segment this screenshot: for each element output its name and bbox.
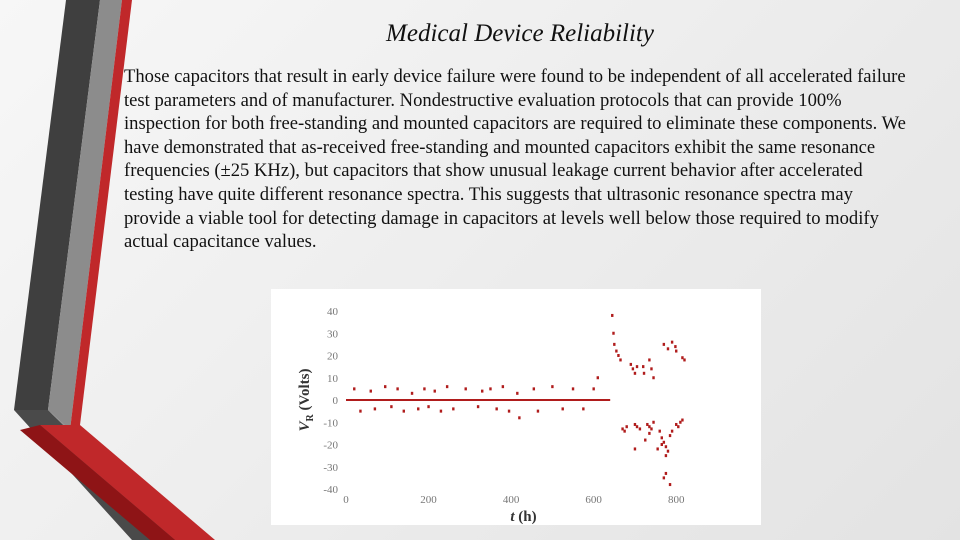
data-point [396,387,398,390]
data-point [675,350,677,353]
data-point [663,441,665,444]
data-point [642,365,644,368]
data-point [669,434,671,437]
slide-title: Medical Device Reliability [386,20,654,47]
data-point [440,410,442,413]
data-point [652,421,654,424]
data-point [681,419,683,422]
y-tick-label: -30 [323,461,338,474]
data-point [644,439,646,442]
chart-container [271,289,761,525]
y-axis-label: $V_R$ (Volts) [297,368,316,432]
data-point [671,341,673,344]
data-point [623,430,625,433]
y-tick-label: 30 [327,328,338,341]
y-tick-label: 10 [327,372,338,385]
data-point [353,387,355,390]
data-point [537,410,539,413]
data-point [502,385,504,388]
data-point [508,410,510,413]
data-point [671,430,673,433]
data-point [675,423,677,426]
data-point [669,483,671,486]
data-point [643,372,645,375]
x-tick-label: 0 [343,494,349,506]
data-point [533,387,535,390]
y-tick-label: -10 [323,417,338,430]
data-point [667,450,669,453]
data-point [677,425,679,428]
data-point [636,365,638,368]
data-point [481,390,483,393]
data-point [613,343,615,346]
data-point [597,376,599,379]
data-point [667,347,669,350]
data-point [374,407,376,410]
data-point [617,354,619,357]
slide-body-text: Those capacitors that result in early device failure were found to be independent of all accelerated failure test parameters and of manufacturer. Nondestructive evaluation protocols that can provide 100% inspection for both free-standing and mounted capacitors are required to eliminate these components. We have demonstrated that as-received free-standing and mounted capacitors exhibit the same resonance frequencies (±25 KHz), but capacitors that show unusual leakage current behavior after accelerated testing have quite different resonance spectra. This suggests that ultrasonic resonance spectra may provide a viable tool for detecting damage in capacitors at levels well below those required to modify actual capacitance values. [124,66,906,253]
y-tick-label: -40 [323,484,338,496]
data-point [663,343,665,346]
data-point [663,476,665,479]
data-point [634,372,636,375]
data-point [446,385,448,388]
data-point [489,387,491,390]
x-tick-label: 200 [420,494,437,506]
y-tick-label: 20 [327,350,338,363]
data-point [592,387,594,390]
data-point [648,358,650,361]
data-point [495,407,497,410]
y-tick-label: -20 [323,439,338,452]
data-point [403,410,405,413]
data-point [650,427,652,430]
data-point [370,390,372,393]
data-point [652,376,654,379]
data-point [452,407,454,410]
data-point [679,421,681,424]
data-point [518,416,520,419]
data-point [674,345,676,348]
data-point [619,358,621,361]
data-point [390,405,392,408]
data-point [621,427,623,430]
data-point [612,332,614,335]
voltage-time-scatter-chart [271,289,761,525]
data-point [359,410,361,413]
data-point [411,392,413,395]
data-point [582,407,584,410]
data-point [465,387,467,390]
data-point [417,407,419,410]
data-point [562,407,564,410]
data-point [659,430,661,433]
data-point [434,390,436,393]
data-point [625,425,627,428]
data-point [661,443,663,446]
data-point [646,423,648,426]
x-axis-label: t (h) [510,509,537,525]
data-point [572,387,574,390]
data-point [630,363,632,366]
data-point [665,445,667,448]
data-point [427,405,429,408]
data-point [634,423,636,426]
data-point [648,432,650,435]
data-point [683,358,685,361]
y-tick-label: 0 [332,395,338,407]
data-point [634,447,636,450]
data-point [665,472,667,475]
y-tick-label: 40 [327,306,338,318]
data-point [665,454,667,457]
data-point [636,425,638,428]
data-point [639,427,641,430]
data-point [681,356,683,359]
data-point [477,405,479,408]
x-tick-label: 800 [667,494,685,506]
data-point [648,425,650,428]
x-tick-label: 600 [585,494,602,506]
data-point [384,385,386,388]
data-point [516,392,518,395]
data-point [661,436,663,439]
data-point [611,314,613,317]
data-point [632,367,634,370]
x-tick-label: 400 [502,494,520,506]
data-point [423,387,425,390]
data-point [650,367,652,370]
data-point [656,447,658,450]
data-point [551,385,553,388]
data-point [615,350,617,353]
